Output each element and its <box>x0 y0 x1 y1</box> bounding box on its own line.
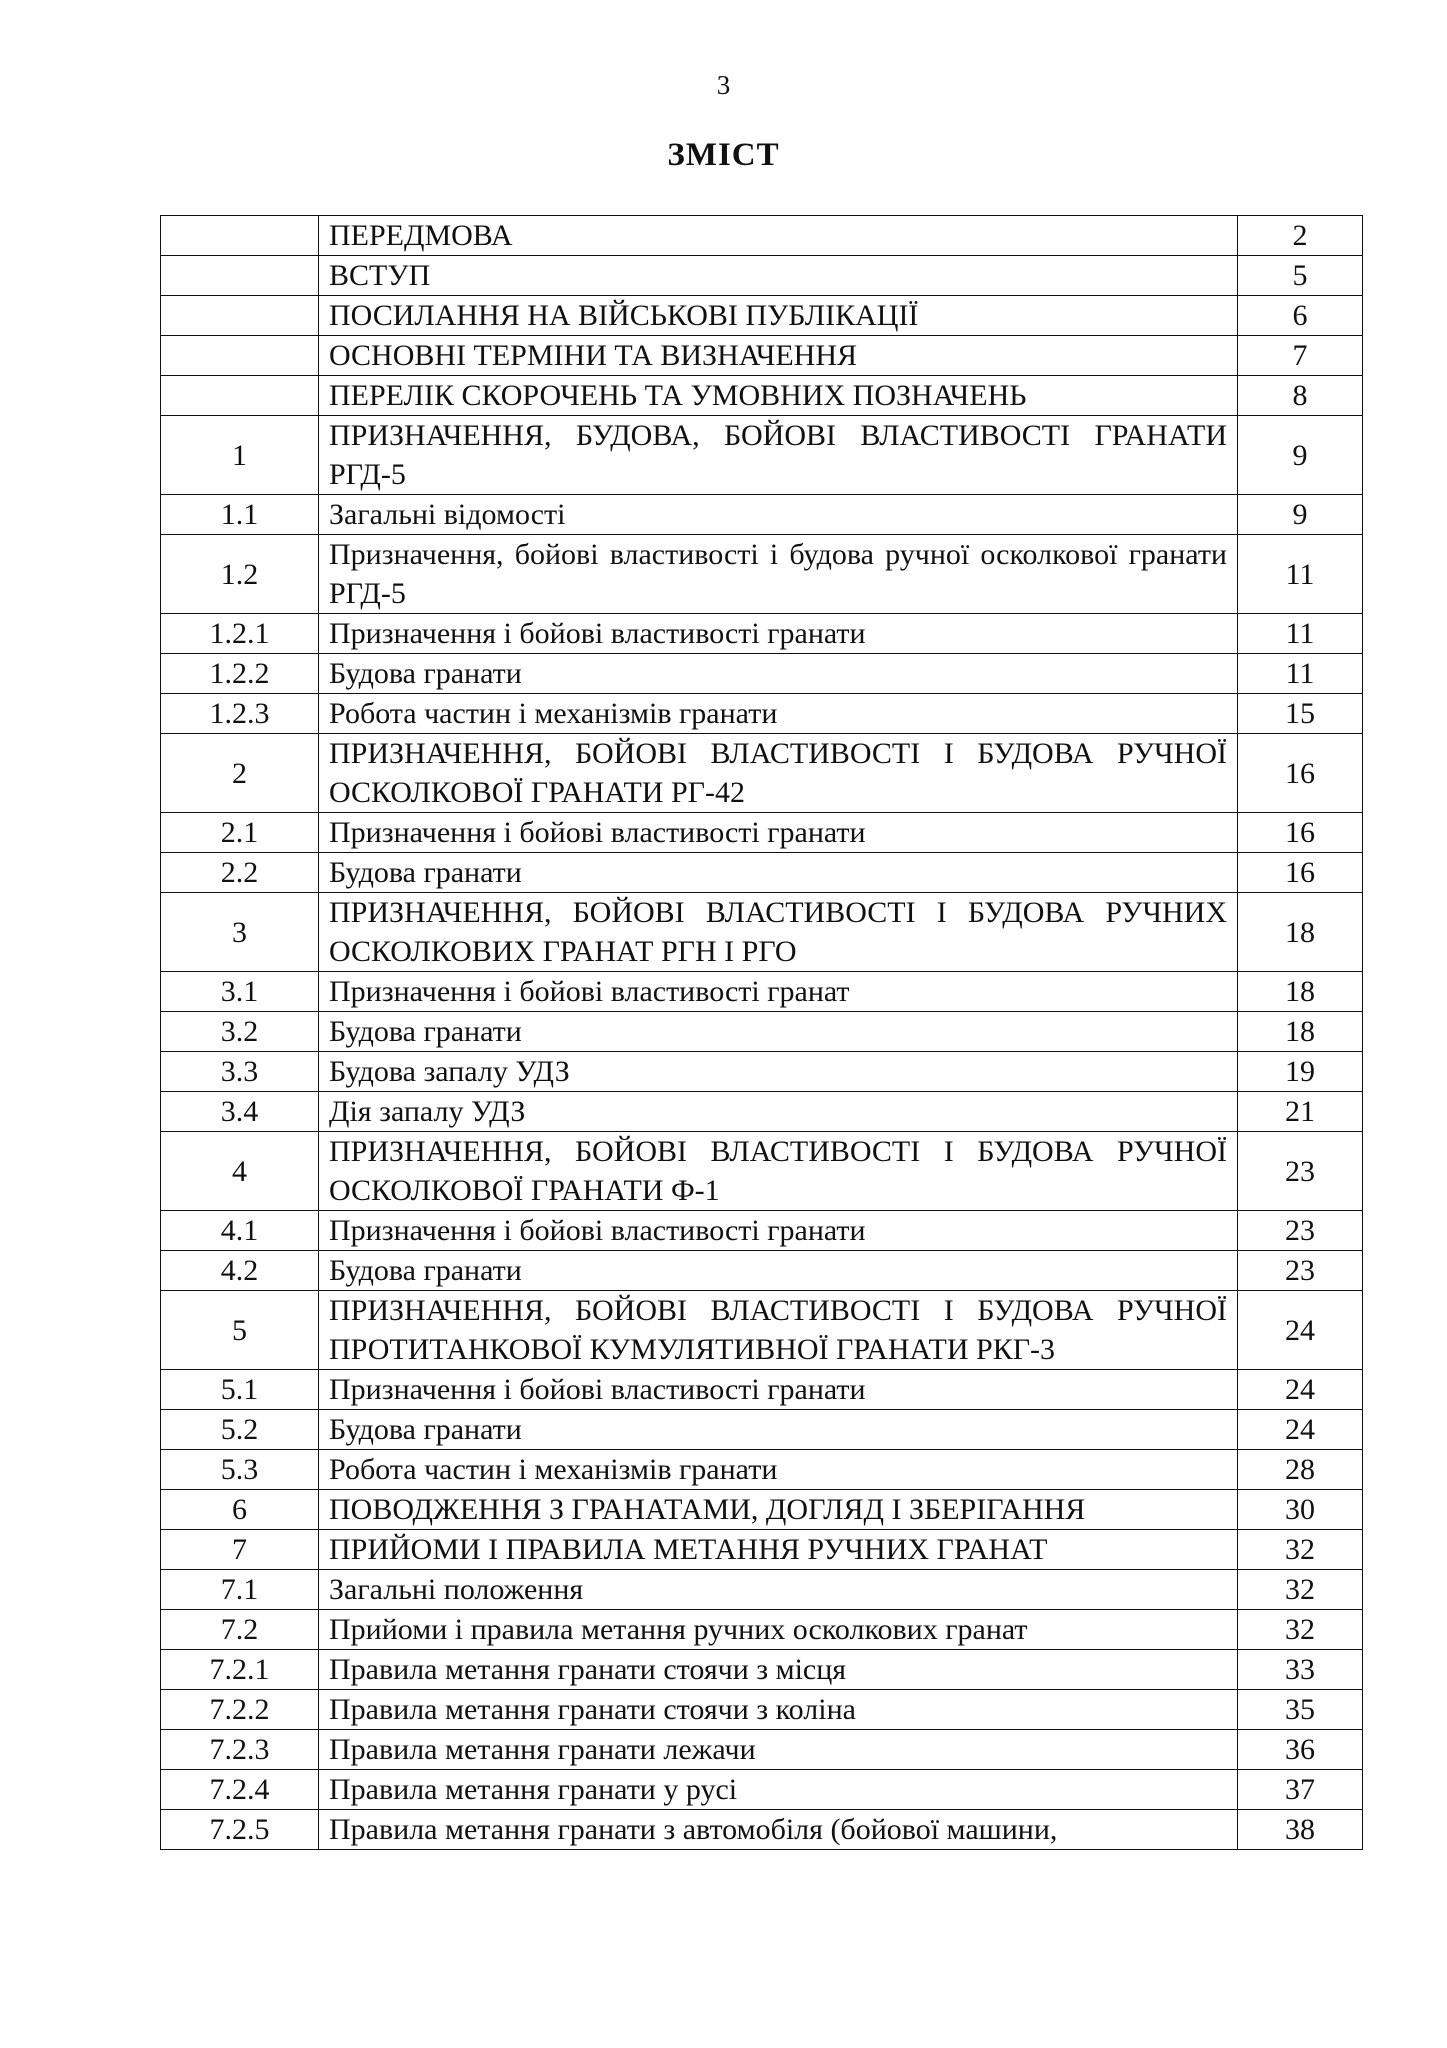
toc-section-number: 6 <box>161 1490 319 1530</box>
toc-section-title: Загальні відомості <box>319 495 1238 535</box>
toc-section-title: Будова гранати <box>319 1410 1238 1450</box>
toc-page-number: 23 <box>1238 1251 1363 1291</box>
toc-section-title: ПРИЙОМИ І ПРАВИЛА МЕТАННЯ РУЧНИХ ГРАНАТ <box>319 1530 1238 1570</box>
toc-section-title: ПОВОДЖЕННЯ З ГРАНАТАМИ, ДОГЛЯД І ЗБЕРІГАННЯ <box>319 1490 1238 1530</box>
toc-section-title: ПЕРЕЛІК СКОРОЧЕНЬ ТА УМОВНИХ ПОЗНАЧЕНЬ <box>319 376 1238 416</box>
toc-row <box>161 336 1363 376</box>
toc-section-number: 7.2.5 <box>161 1810 319 1850</box>
toc-page-number: 19 <box>1238 1052 1363 1092</box>
toc-section-title: Загальні положення <box>319 1570 1238 1610</box>
toc-section-title: ПРИЗНАЧЕННЯ, БУДОВА, БОЙОВІ ВЛАСТИВОСТІ ГРАНАТИ РГД-5 <box>319 416 1238 495</box>
toc-section-number: 7 <box>161 1530 319 1570</box>
toc-row <box>161 296 1363 336</box>
toc-row <box>161 416 1363 495</box>
toc-row <box>161 1450 1363 1490</box>
toc-section-title: ПРИЗНАЧЕННЯ, БОЙОВІ ВЛАСТИВОСТІ І БУДОВА РУЧНОЇ ОСКОЛКОВОЇ ГРАНАТИ РГ-42 <box>319 734 1238 813</box>
toc-page-number: 18 <box>1238 1012 1363 1052</box>
toc-section-title: Прийоми і правила метання ручних осколкових гранат <box>319 1610 1238 1650</box>
toc-section-number <box>161 336 319 376</box>
toc-page-number: 18 <box>1238 893 1363 972</box>
toc-page-number: 11 <box>1238 535 1363 614</box>
toc-page-number: 30 <box>1238 1490 1363 1530</box>
toc-section-number: 1.2.2 <box>161 654 319 694</box>
toc-section-number: 3.3 <box>161 1052 319 1092</box>
toc-section-title: ПЕРЕДМОВА <box>319 216 1238 256</box>
toc-row <box>161 216 1363 256</box>
toc-section-number: 4.1 <box>161 1211 319 1251</box>
toc-page-number: 2 <box>1238 216 1363 256</box>
toc-page-number: 36 <box>1238 1730 1363 1770</box>
toc-section-number: 7.2.4 <box>161 1770 319 1810</box>
toc-row <box>161 1490 1363 1530</box>
toc-row <box>161 1092 1363 1132</box>
toc-section-number: 1 <box>161 416 319 495</box>
table-of-contents <box>160 215 1363 1850</box>
toc-row <box>161 614 1363 654</box>
toc-row <box>161 853 1363 893</box>
toc-body <box>161 216 1363 1850</box>
toc-section-number: 5.2 <box>161 1410 319 1450</box>
toc-section-title: ПРИЗНАЧЕННЯ, БОЙОВІ ВЛАСТИВОСТІ І БУДОВА РУЧНОЇ ОСКОЛКОВОЇ ГРАНАТИ Ф-1 <box>319 1132 1238 1211</box>
toc-row <box>161 1132 1363 1211</box>
toc-section-number: 2 <box>161 734 319 813</box>
toc-page-number: 11 <box>1238 614 1363 654</box>
toc-section-title: Будова запалу УДЗ <box>319 1052 1238 1092</box>
toc-row <box>161 1770 1363 1810</box>
toc-section-number: 7.2.3 <box>161 1730 319 1770</box>
toc-section-title: Правила метання гранати стоячи з місця <box>319 1650 1238 1690</box>
toc-section-number: 1.2 <box>161 535 319 614</box>
toc-section-title: Робота частин і механізмів гранати <box>319 694 1238 734</box>
toc-section-number: 3.2 <box>161 1012 319 1052</box>
toc-section-number: 1.2.1 <box>161 614 319 654</box>
toc-section-title: Правила метання гранати стоячи з коліна <box>319 1690 1238 1730</box>
toc-section-number: 1.1 <box>161 495 319 535</box>
toc-section-title: ПОСИЛАННЯ НА ВІЙСЬКОВІ ПУБЛІКАЦІЇ <box>319 296 1238 336</box>
toc-section-number: 7.1 <box>161 1570 319 1610</box>
toc-section-title: Призначення і бойові властивості гранат <box>319 972 1238 1012</box>
toc-section-number: 3.4 <box>161 1092 319 1132</box>
toc-row <box>161 813 1363 853</box>
toc-page-number: 15 <box>1238 694 1363 734</box>
toc-page-number: 6 <box>1238 296 1363 336</box>
toc-section-number <box>161 216 319 256</box>
toc-section-number: 7.2 <box>161 1610 319 1650</box>
toc-row <box>161 1530 1363 1570</box>
toc-section-title: Будова гранати <box>319 1251 1238 1291</box>
toc-row <box>161 1410 1363 1450</box>
toc-section-title: ОСНОВНІ ТЕРМІНИ ТА ВИЗНАЧЕННЯ <box>319 336 1238 376</box>
toc-section-number: 4 <box>161 1132 319 1211</box>
toc-section-number: 7.2.2 <box>161 1690 319 1730</box>
toc-row <box>161 1610 1363 1650</box>
toc-page-number: 23 <box>1238 1132 1363 1211</box>
toc-row <box>161 1570 1363 1610</box>
toc-page-number: 16 <box>1238 734 1363 813</box>
toc-section-number <box>161 376 319 416</box>
toc-page-number: 9 <box>1238 416 1363 495</box>
toc-section-number <box>161 256 319 296</box>
toc-row <box>161 1650 1363 1690</box>
toc-section-title: Правила метання гранати у русі <box>319 1770 1238 1810</box>
toc-row <box>161 1291 1363 1370</box>
toc-row <box>161 972 1363 1012</box>
toc-page-number: 33 <box>1238 1650 1363 1690</box>
toc-section-title: Правила метання гранати з автомобіля (бойової машини, <box>319 1810 1238 1850</box>
toc-section-title: Будова гранати <box>319 853 1238 893</box>
toc-section-number: 3.1 <box>161 972 319 1012</box>
toc-section-number: 5.1 <box>161 1370 319 1410</box>
toc-row <box>161 1730 1363 1770</box>
toc-row <box>161 376 1363 416</box>
toc-row <box>161 535 1363 614</box>
toc-page-number: 11 <box>1238 654 1363 694</box>
toc-section-title: ПРИЗНАЧЕННЯ, БОЙОВІ ВЛАСТИВОСТІ І БУДОВА РУЧНИХ ОСКОЛКОВИХ ГРАНАТ РГН І РГО <box>319 893 1238 972</box>
toc-page-number: 21 <box>1238 1092 1363 1132</box>
toc-section-title: Правила метання гранати лежачи <box>319 1730 1238 1770</box>
toc-page-number: 32 <box>1238 1530 1363 1570</box>
toc-page-number: 37 <box>1238 1770 1363 1810</box>
toc-page-number: 7 <box>1238 336 1363 376</box>
toc-page-number: 23 <box>1238 1211 1363 1251</box>
toc-section-number: 1.2.3 <box>161 694 319 734</box>
toc-row <box>161 1690 1363 1730</box>
toc-page-number: 16 <box>1238 813 1363 853</box>
toc-row <box>161 734 1363 813</box>
toc-section-title: Призначення і бойові властивості гранати <box>319 813 1238 853</box>
toc-section-title: Робота частин і механізмів гранати <box>319 1450 1238 1490</box>
toc-section-number: 5 <box>161 1291 319 1370</box>
toc-row <box>161 654 1363 694</box>
toc-section-title: ПРИЗНАЧЕННЯ, БОЙОВІ ВЛАСТИВОСТІ І БУДОВА РУЧНОЇ ПРОТИТАНКОВОЇ КУМУЛЯТИВНОЇ ГРАНАТИ РКГ-3 <box>319 1291 1238 1370</box>
toc-row <box>161 1052 1363 1092</box>
toc-page-number: 16 <box>1238 853 1363 893</box>
toc-row <box>161 1251 1363 1291</box>
toc-row <box>161 694 1363 734</box>
toc-page-number: 24 <box>1238 1370 1363 1410</box>
toc-row <box>161 893 1363 972</box>
toc-section-title: Призначення і бойові властивості гранати <box>319 1211 1238 1251</box>
toc-page-number: 35 <box>1238 1690 1363 1730</box>
toc-section-number: 2.2 <box>161 853 319 893</box>
toc-section-number: 5.3 <box>161 1450 319 1490</box>
toc-section-number: 7.2.1 <box>161 1650 319 1690</box>
toc-section-title: Дія запалу УДЗ <box>319 1092 1238 1132</box>
toc-page-number: 32 <box>1238 1570 1363 1610</box>
toc-page-number: 18 <box>1238 972 1363 1012</box>
page-title: ЗМІСТ <box>667 137 780 173</box>
toc-section-title: ВСТУП <box>319 256 1238 296</box>
toc-page-number: 32 <box>1238 1610 1363 1650</box>
toc-page-number: 8 <box>1238 376 1363 416</box>
toc-section-title: Призначення, бойові властивості і будова ручної осколкової гранати РГД-5 <box>319 535 1238 614</box>
toc-page-number: 38 <box>1238 1810 1363 1850</box>
toc-row <box>161 495 1363 535</box>
toc-page-number: 5 <box>1238 256 1363 296</box>
toc-section-number: 2.1 <box>161 813 319 853</box>
toc-row <box>161 256 1363 296</box>
toc-row <box>161 1810 1363 1850</box>
toc-section-number: 3 <box>161 893 319 972</box>
toc-row <box>161 1370 1363 1410</box>
toc-row <box>161 1012 1363 1052</box>
toc-section-title: Призначення і бойові властивості гранати <box>319 1370 1238 1410</box>
toc-page-number: 24 <box>1238 1291 1363 1370</box>
toc-page-number: 9 <box>1238 495 1363 535</box>
toc-row <box>161 1211 1363 1251</box>
toc-section-title: Призначення і бойові властивості гранати <box>319 614 1238 654</box>
toc-page-number: 28 <box>1238 1450 1363 1490</box>
toc-page-number: 24 <box>1238 1410 1363 1450</box>
page-number: 3 <box>716 70 731 100</box>
toc-section-number: 4.2 <box>161 1251 319 1291</box>
toc-section-number <box>161 296 319 336</box>
toc-section-title: Будова гранати <box>319 1012 1238 1052</box>
toc-section-title: Будова гранати <box>319 654 1238 694</box>
